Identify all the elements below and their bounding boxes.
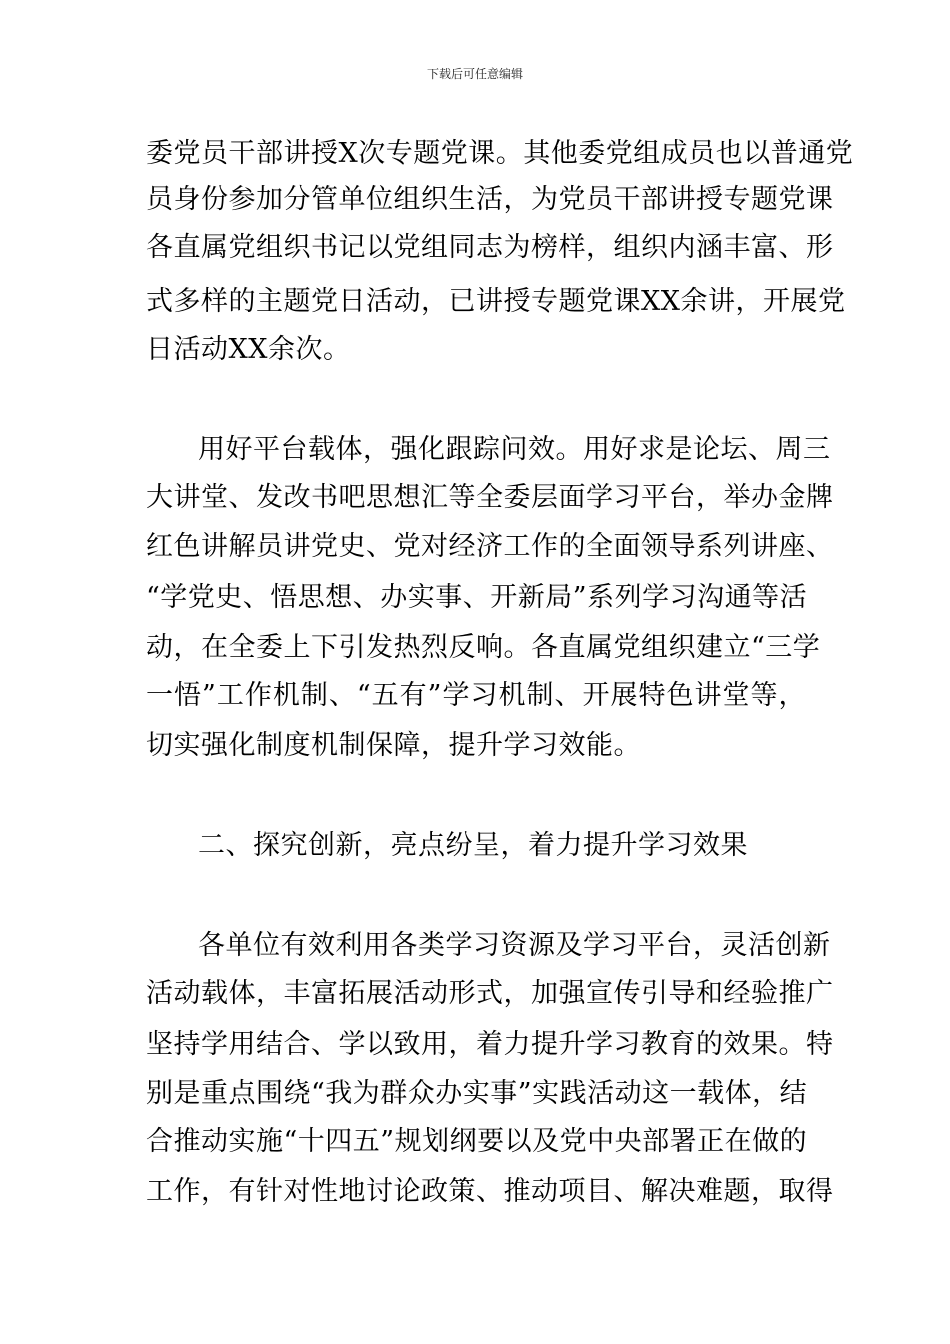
paragraph-line: 坚持学用结合、学以致用，着力提升学习教育的效果。特 — [146, 1029, 834, 1060]
paragraph-line: 各单位有效利用各类学习资源及学习平台，灵活创新 — [198, 930, 831, 961]
paragraph-line: 一悟”工作机制、“五有”学习机制、开展特色讲堂等， — [146, 680, 806, 711]
paragraph-line: 员身份参加分管单位组织生活，为党员干部讲授专题党课 — [146, 184, 834, 215]
paragraph-line: 别是重点围绕“我为群众办实事”实践活动这一载体，结 — [146, 1078, 808, 1109]
paragraph-line: 红色讲解员讲党史、党对经济工作的全面领导系列讲座、 — [146, 531, 834, 562]
paragraph-line: 切实强化制度机制保障，提升学习效能。 — [146, 730, 641, 761]
paragraph-line: 动，在全委上下引发热烈反响。各直属党组织建立“三学 — [146, 632, 821, 663]
section-heading: 二、探究创新，亮点纷呈，着力提升学习效果 — [198, 830, 748, 861]
paragraph-line: 合推动实施“十四五”规划纲要以及党中央部署正在做的 — [146, 1126, 808, 1157]
paragraph-line: 式多样的主题党日活动，已讲授专题党课XX余讲，开展党 — [146, 286, 846, 317]
paragraph-line: “学党史、悟思想、办实事、开新局”系列学习沟通等活 — [146, 582, 808, 613]
paragraph-line: 各直属党组织书记以党组同志为榜样，组织内涵丰富、形 — [146, 232, 834, 263]
paragraph-line: 工作，有针对性地讨论政策、推动项目、解决难题，取得 — [146, 1176, 834, 1207]
paragraph-line: 委党员干部讲授X次专题党课。其他委党组成员也以普通党 — [146, 138, 854, 169]
paragraph-line: 大讲堂、发改书吧思想汇等全委层面学习平台，举办金牌 — [146, 482, 834, 513]
page-header: 下载后可任意编辑 — [426, 67, 523, 81]
paragraph-line: 日活动XX余次。 — [146, 334, 351, 365]
paragraph-line: 活动载体，丰富拓展活动形式，加强宣传引导和经验推广 — [146, 978, 834, 1009]
paragraph-line: 用好平台载体，强化跟踪问效。用好求是论坛、周三 — [198, 434, 831, 465]
